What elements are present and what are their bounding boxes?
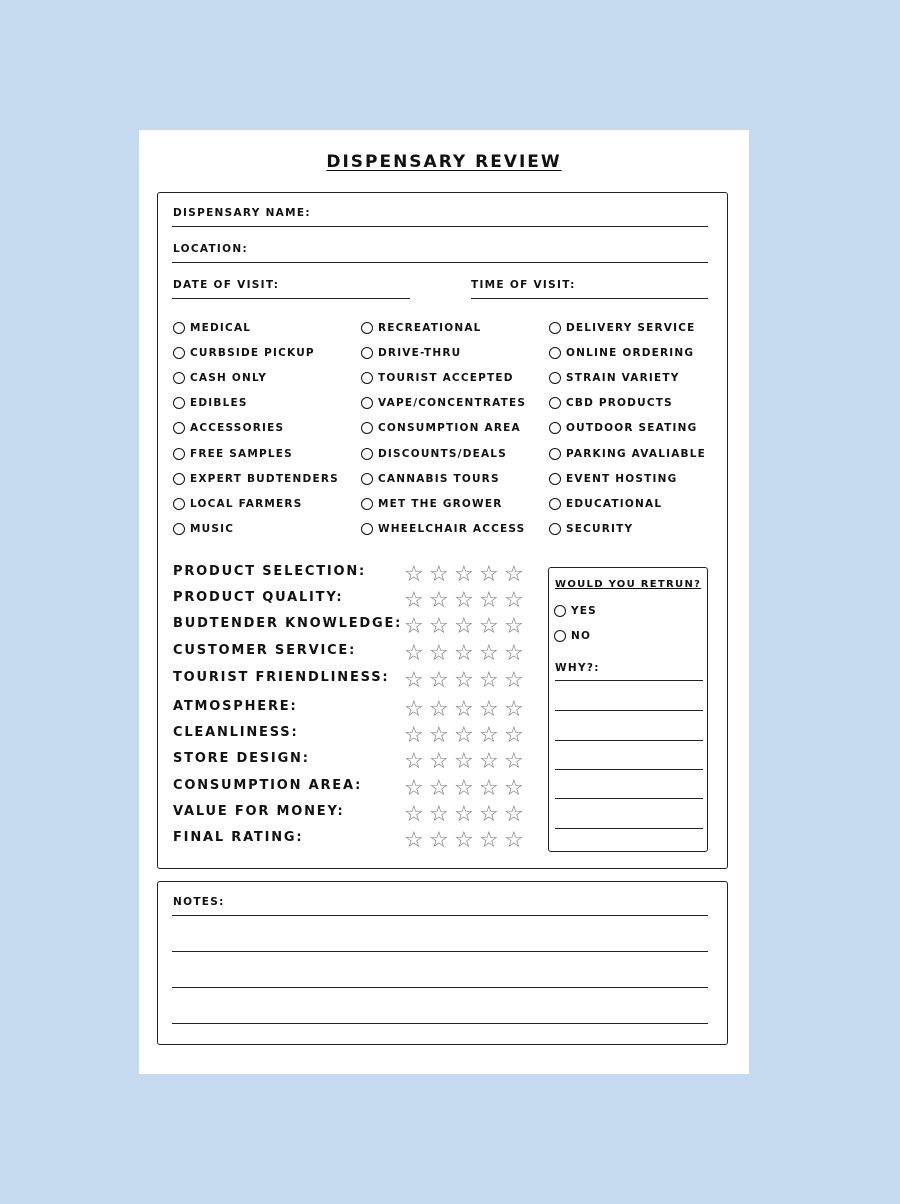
star-icon[interactable]: ☆ [429,776,449,801]
rating-label: ATMOSPHERE: [173,699,298,714]
star-icon[interactable]: ☆ [504,776,524,801]
notes-line[interactable] [172,987,708,988]
checklist-item[interactable] [361,448,507,460]
why-line[interactable] [555,798,703,799]
checklist-item[interactable] [361,372,514,384]
checklist-item[interactable] [361,347,461,359]
checklist-label: DELIVERY SERVICE [566,322,696,334]
checklist-label: CBD PRODUCTS [566,397,673,410]
checklist-item[interactable] [361,422,521,434]
radio-icon[interactable] [361,422,373,434]
star-icon[interactable]: ☆ [454,723,474,748]
radio-icon[interactable] [549,523,561,535]
radio-icon[interactable] [549,397,561,409]
star-icon[interactable]: ☆ [454,802,474,827]
radio-icon[interactable] [173,473,185,485]
star-icon[interactable]: ☆ [504,723,524,748]
why-line[interactable] [555,769,703,770]
star-icon[interactable]: ☆ [479,723,499,748]
star-icon[interactable]: ☆ [504,614,524,639]
rating-label: PRODUCT QUALITY: [173,590,344,605]
checklist-label: ONLINE ORDERING [566,347,695,360]
checklist-item[interactable] [549,347,694,359]
checklist-label: ACCESSORIES [190,422,285,435]
yes-label: YES [571,605,597,617]
star-icon[interactable]: ☆ [454,749,474,774]
star-icon[interactable]: ☆ [404,614,424,639]
checklist-item[interactable] [173,397,248,409]
checklist-item[interactable] [549,397,673,409]
checklist-item[interactable] [361,523,525,535]
star-icon[interactable]: ☆ [504,588,524,613]
radio-icon[interactable] [549,498,561,510]
star-icon[interactable]: ☆ [479,828,499,853]
time-label: TIME OF VISIT: [471,279,576,291]
star-icon[interactable]: ☆ [504,562,524,587]
radio-icon[interactable] [361,498,373,510]
checklist-label: CURBSIDE PICKUP [190,347,315,360]
star-icon[interactable]: ☆ [404,697,424,722]
checklist-item[interactable] [549,473,677,485]
checklist-label: MET THE GROWER [378,497,503,510]
checklist-label: EXPERT BUDTENDERS [190,472,339,485]
checklist-label: DISCOUNTS/DEALS [378,447,507,460]
star-icon[interactable]: ☆ [429,614,449,639]
location-label: LOCATION: [173,243,248,255]
checklist-label: MUSIC [190,522,235,535]
radio-icon[interactable] [173,422,185,434]
date-field[interactable] [172,298,410,299]
checklist-label: EDUCATIONAL [566,497,663,510]
why-label: WHY?: [555,662,600,674]
star-icon[interactable]: ☆ [404,802,424,827]
radio-icon[interactable] [361,397,373,409]
rating-label: VALUE FOR MONEY: [173,804,345,819]
star-icon[interactable]: ☆ [429,828,449,853]
star-icon[interactable]: ☆ [404,828,424,853]
radio-icon[interactable] [173,498,185,510]
star-icon[interactable]: ☆ [479,749,499,774]
radio-icon[interactable] [173,523,185,535]
star-icon[interactable]: ☆ [504,828,524,853]
dispensary-name-field[interactable] [172,226,708,227]
checklist-item[interactable] [173,473,339,485]
star-icon[interactable]: ☆ [429,723,449,748]
star-icon[interactable]: ☆ [479,562,499,587]
star-icon[interactable]: ☆ [504,697,524,722]
star-icon[interactable]: ☆ [454,614,474,639]
star-icon[interactable]: ☆ [454,588,474,613]
notes-label: NOTES: [173,896,225,908]
star-icon[interactable]: ☆ [504,749,524,774]
radio-icon[interactable] [173,347,185,359]
star-icon[interactable]: ☆ [479,776,499,801]
star-icon[interactable]: ☆ [429,588,449,613]
notes-line[interactable] [172,915,708,916]
star-icon[interactable]: ☆ [454,828,474,853]
star-icon[interactable]: ☆ [404,588,424,613]
rating-label: BUDTENDER KNOWLEDGE: [173,616,403,631]
star-icon[interactable]: ☆ [479,697,499,722]
radio-icon[interactable] [549,473,561,485]
star-icon[interactable]: ☆ [404,668,424,693]
star-icon[interactable]: ☆ [429,562,449,587]
checklist-item[interactable] [173,523,234,535]
checklist-label: RECREATIONAL [378,322,482,334]
radio-icon[interactable] [361,448,373,460]
notes-line[interactable] [172,951,708,952]
star-icon[interactable]: ☆ [504,668,524,693]
radio-icon[interactable] [549,347,561,359]
notes-box [157,881,728,1045]
checklist-label: CANNABIS TOURS [378,472,500,485]
return-no-option[interactable] [554,630,591,642]
checklist-label: MEDICAL [190,322,252,334]
star-icon[interactable]: ☆ [429,668,449,693]
star-icon[interactable]: ☆ [404,562,424,587]
radio-icon[interactable] [549,372,561,384]
rating-label: STORE DESIGN: [173,751,310,766]
radio-icon[interactable] [361,347,373,359]
radio-icon[interactable] [554,605,566,617]
return-title: WOULD YOU RETRUN? [555,579,702,590]
checklist-label: FREE SAMPLES [190,447,293,460]
rating-label: PRODUCT SELECTION: [173,564,367,579]
no-label: NO [571,630,592,642]
page-title: DISPENSARY REVIEW [326,152,562,172]
why-line[interactable] [555,710,703,711]
checklist-item[interactable] [549,448,706,460]
star-icon[interactable]: ☆ [479,588,499,613]
checklist-label: SECURITY [566,522,634,535]
radio-icon[interactable] [361,372,373,384]
star-icon[interactable]: ☆ [479,641,499,666]
rating-label: TOURIST FRIENDLINESS: [173,670,390,685]
star-icon[interactable]: ☆ [454,641,474,666]
star-icon[interactable]: ☆ [504,802,524,827]
rating-label: CUSTOMER SERVICE: [173,643,357,658]
checklist-item[interactable] [361,322,482,334]
star-icon[interactable]: ☆ [454,697,474,722]
rating-label: FINAL RATING: [173,830,304,845]
star-icon[interactable]: ☆ [404,641,424,666]
checklist-label: PARKING AVALIABLE [566,447,706,460]
checklist-item[interactable] [173,422,284,434]
checklist-label: DRIVE-THRU [378,347,462,360]
checklist-label: EDIBLES [190,397,248,410]
radio-icon[interactable] [173,397,185,409]
star-icon[interactable]: ☆ [504,641,524,666]
checklist-label: CONSUMPTION AREA [378,422,521,435]
why-line[interactable] [555,828,703,829]
radio-icon[interactable] [361,523,373,535]
radio-icon[interactable] [549,448,561,460]
star-icon[interactable]: ☆ [454,562,474,587]
checklist-item[interactable] [549,523,633,535]
checklist-item[interactable] [173,372,267,384]
radio-icon[interactable] [549,422,561,434]
radio-icon[interactable] [361,322,373,334]
radio-icon[interactable] [554,630,566,642]
checklist-label: TOURIST ACCEPTED [378,372,514,385]
checklist-item[interactable] [361,473,500,485]
return-yes-option[interactable] [554,605,597,617]
checklist-item[interactable] [549,422,697,434]
rating-label: CONSUMPTION AREA: [173,778,363,793]
star-icon[interactable]: ☆ [479,614,499,639]
star-icon[interactable]: ☆ [479,802,499,827]
star-icon[interactable]: ☆ [429,641,449,666]
radio-icon[interactable] [361,473,373,485]
star-icon[interactable]: ☆ [429,802,449,827]
review-sheet [139,130,749,1074]
checklist-label: WHEELCHAIR ACCESS [378,522,526,535]
star-icon[interactable]: ☆ [429,749,449,774]
star-icon[interactable]: ☆ [404,749,424,774]
checklist-item[interactable] [361,498,503,510]
why-line[interactable] [555,740,703,741]
checklist-label: STRAIN VARIETY [566,372,680,385]
why-line[interactable] [555,680,703,681]
radio-icon[interactable] [173,322,185,334]
radio-icon[interactable] [173,448,185,460]
location-field[interactable] [172,262,708,263]
radio-icon[interactable] [173,372,185,384]
checklist-label: OUTDOOR SEATING [566,422,698,435]
checklist-item[interactable] [173,347,315,359]
checklist-item[interactable] [549,498,662,510]
checklist-label: CASH ONLY [190,372,268,385]
checklist-label: LOCAL FARMERS [190,497,303,510]
time-field[interactable] [471,298,708,299]
star-icon[interactable]: ☆ [454,668,474,693]
radio-icon[interactable] [549,322,561,334]
star-icon[interactable]: ☆ [454,776,474,801]
star-icon[interactable]: ☆ [404,723,424,748]
date-label: DATE OF VISIT: [173,279,280,291]
star-icon[interactable]: ☆ [479,668,499,693]
checklist-item[interactable] [173,322,251,334]
checklist-item[interactable] [173,448,293,460]
checklist-item[interactable] [549,372,680,384]
dispensary-name-label: DISPENSARY NAME: [173,207,311,219]
star-icon[interactable]: ☆ [404,776,424,801]
star-icon[interactable]: ☆ [429,697,449,722]
checklist-item[interactable] [173,498,302,510]
checklist-item[interactable] [361,397,526,409]
notes-line[interactable] [172,1023,708,1024]
rating-label: CLEANLINESS: [173,725,299,740]
checklist-label: VAPE/CONCENTRATES [378,397,527,410]
checklist-item[interactable] [549,322,696,334]
checklist-label: EVENT HOSTING [566,472,678,485]
